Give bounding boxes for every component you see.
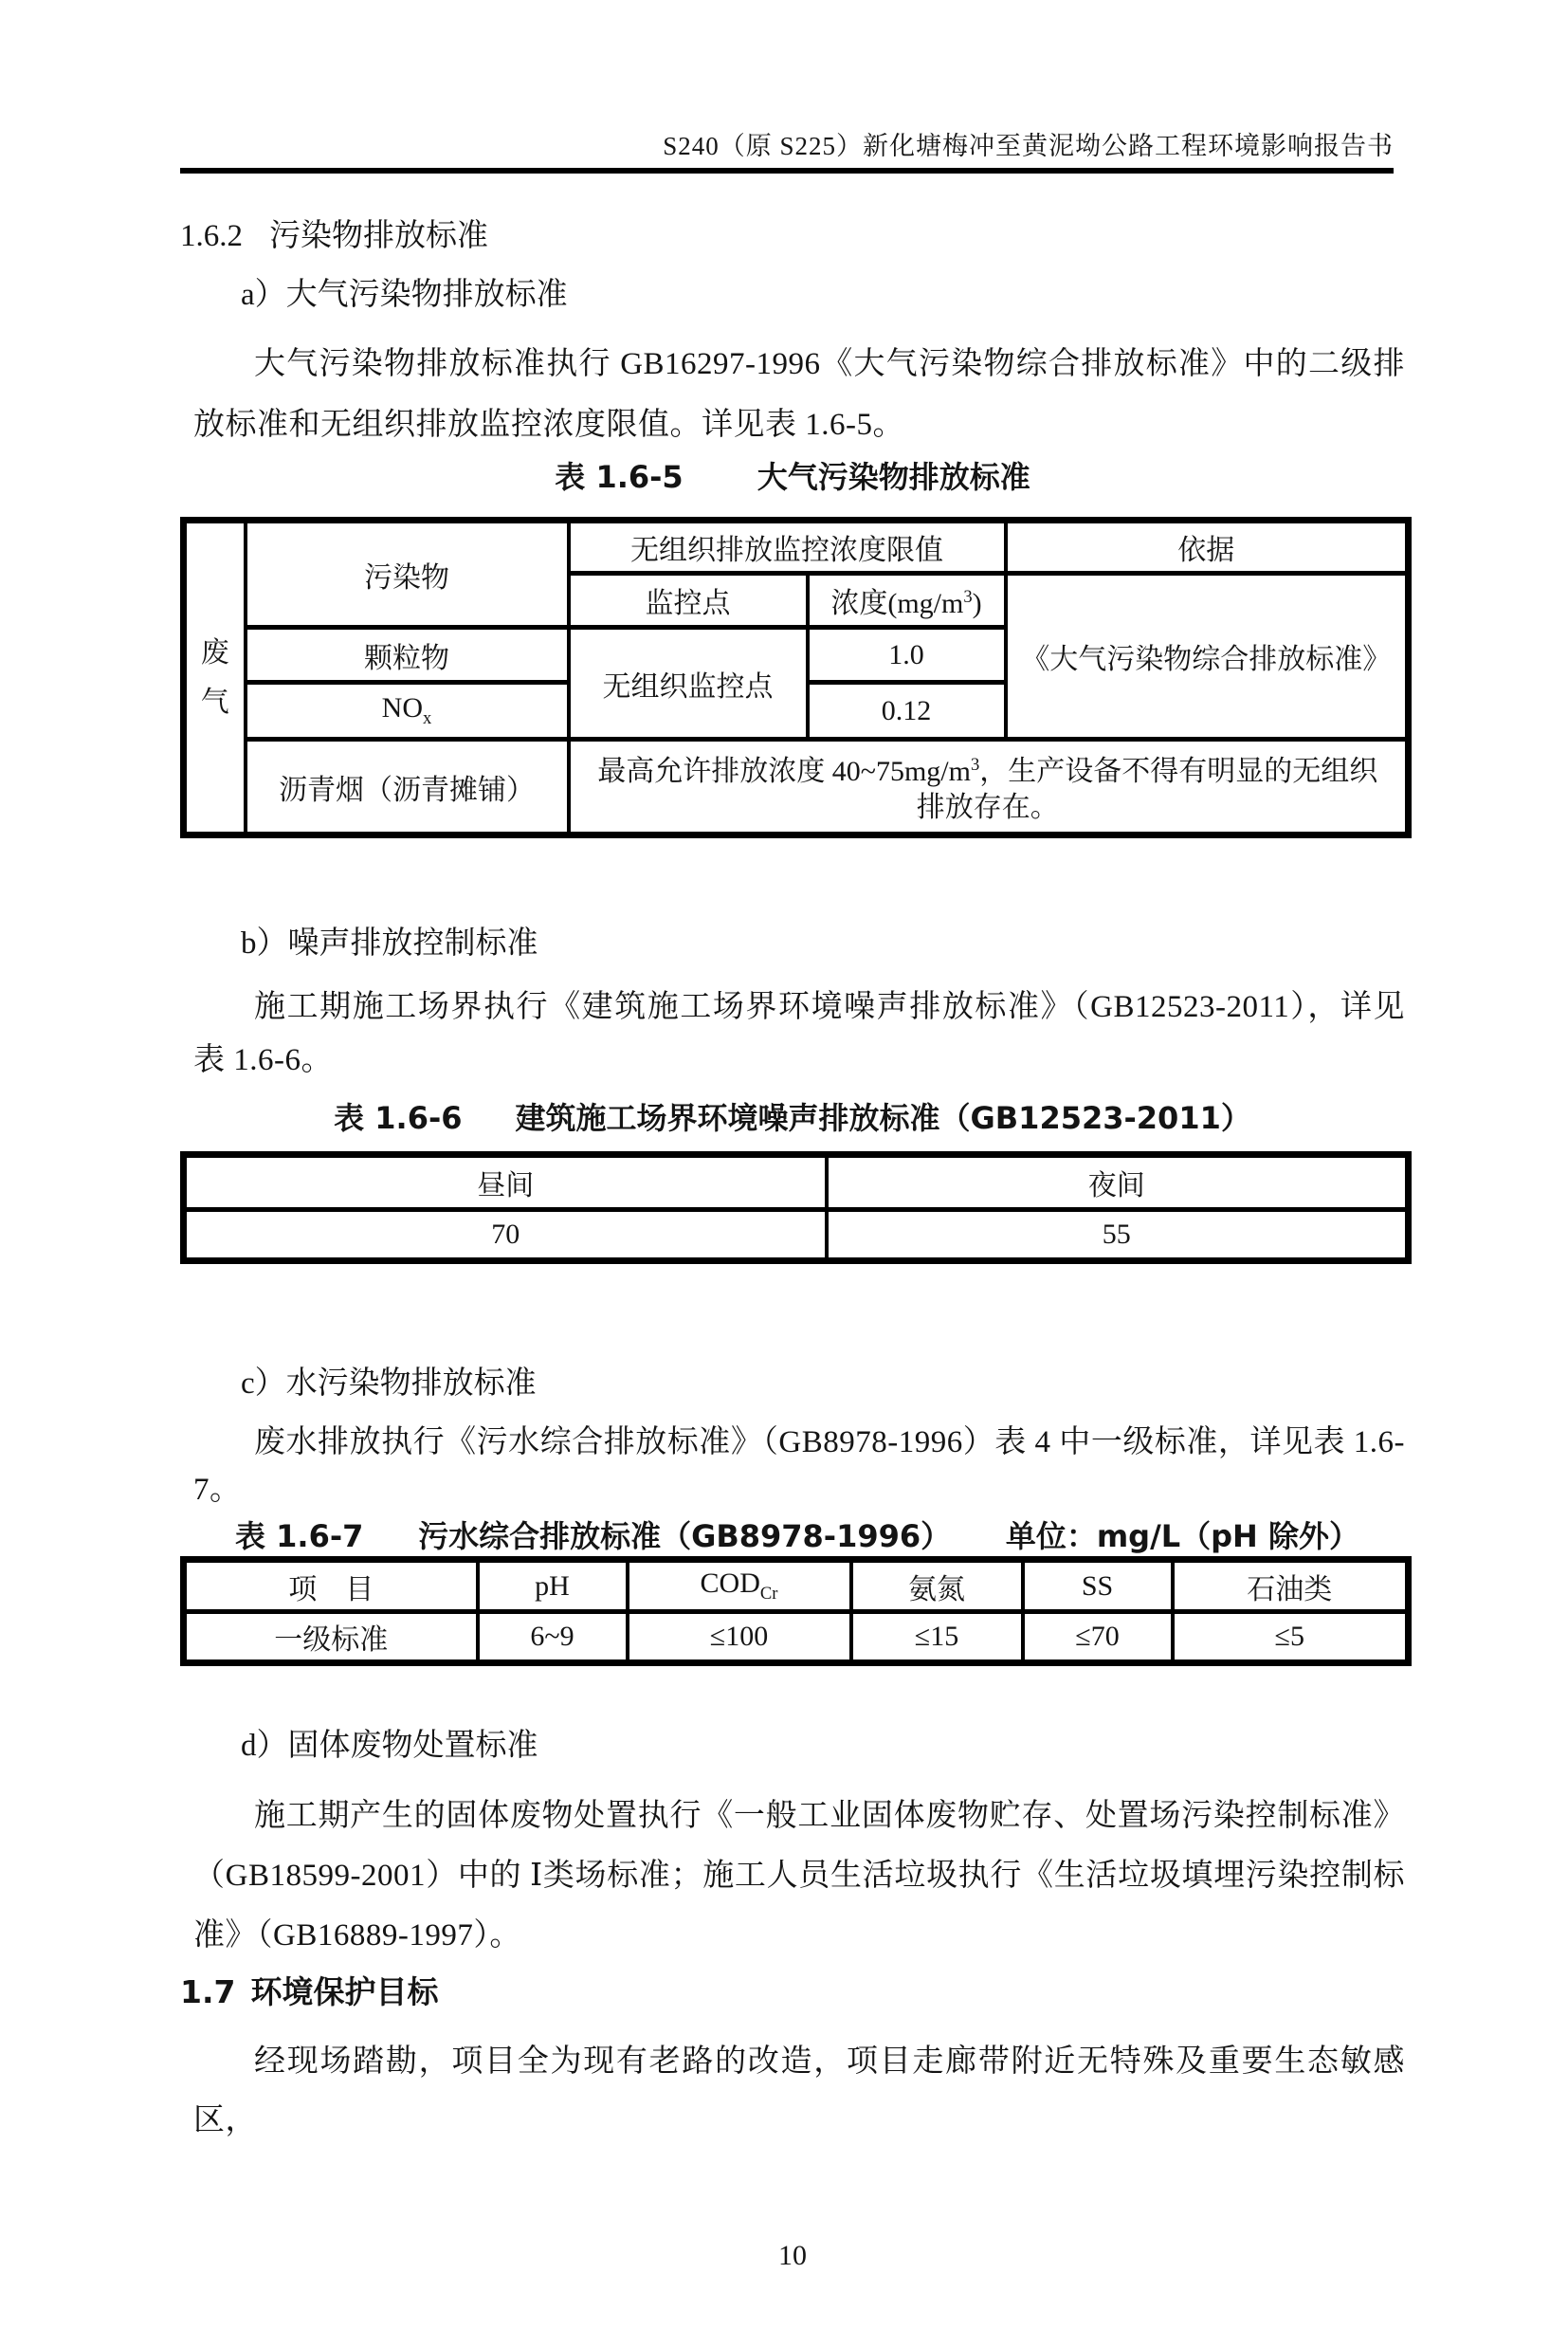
table-noise-limits bbox=[180, 1151, 1412, 1264]
table-row bbox=[184, 1612, 1409, 1663]
item-c-water-standard: c）水污染物排放标准 bbox=[241, 1366, 537, 1401]
cell-basis-header: 依据 bbox=[1006, 521, 1409, 574]
cell-daytime-header: 昼间 bbox=[184, 1155, 827, 1210]
subscript-x: x bbox=[423, 708, 432, 728]
table-1-6-6-caption bbox=[180, 1098, 1405, 1138]
superscript-3: 3 bbox=[963, 587, 973, 607]
cell-nox-value: 0.12 bbox=[808, 683, 1006, 740]
cell-cod-header: $COD_{Cr}$ bbox=[628, 1560, 851, 1612]
paragraph-protection-goal: 经现场踏勘，项目全为现有老路的改造，项目走廊带附近无特殊及重要生态敏感区， bbox=[193, 2044, 1405, 2137]
cell-oil-value: ≤5 bbox=[1173, 1612, 1409, 1663]
cell-monitor-point-header: 监控点 bbox=[569, 574, 808, 628]
subscript-cr: Cr bbox=[759, 1584, 778, 1604]
cell-waste-gas-group: 废气 bbox=[184, 521, 246, 835]
superscript-3: 3 bbox=[970, 755, 980, 775]
table-caption-number: 表 1.6-5 bbox=[555, 459, 684, 495]
cell-ss-value: ≤70 bbox=[1023, 1612, 1173, 1663]
running-header bbox=[180, 129, 1394, 163]
cell-ammonia-header: 氨氮 bbox=[851, 1560, 1023, 1612]
table-row bbox=[184, 1155, 1409, 1210]
heading-title: 污染物排放标准 bbox=[269, 219, 488, 253]
cell-particulate: 颗粒物 bbox=[246, 628, 569, 683]
cell-nox: $NO_x$ bbox=[246, 683, 569, 740]
heading-1-6-2 bbox=[180, 216, 1568, 256]
cell-grade1-label: 一级标准 bbox=[184, 1612, 478, 1663]
running-header-title: S240（原 S225）新化塘梅冲至黄泥坳公路工程环境影响报告书 bbox=[663, 132, 1394, 160]
cell-particulate-value: 1.0 bbox=[808, 628, 1006, 683]
table-wastewater-standards bbox=[180, 1556, 1412, 1666]
table-caption-number: 表 1.6-6 bbox=[334, 1100, 463, 1136]
item-d-solid-waste-standard: d）固体废物处置标准 bbox=[241, 1729, 538, 1763]
table-1-6-7-caption bbox=[180, 1516, 1405, 1556]
table-row bbox=[184, 740, 1409, 835]
paragraph-air-standard: 大气污染物排放标准执行 GB16297-1996《大气污染物综合排放标准》中的二级排放标准和无组织排放监控浓度限值。详见表 1.6-5。 bbox=[193, 347, 1405, 442]
table-caption-title: 大气污染物排放标准 bbox=[757, 459, 1030, 495]
heading-1-7 bbox=[180, 1971, 1568, 2013]
item-b-noise-standard: b）噪声排放控制标准 bbox=[241, 926, 538, 961]
cell-pollutant-header: 污染物 bbox=[246, 521, 569, 628]
cell-cod-value: ≤100 bbox=[628, 1612, 851, 1663]
table-caption-title: 污水综合排放标准（GB8978-1996） bbox=[418, 1518, 952, 1554]
heading-number: 1.7 bbox=[180, 1973, 236, 2010]
cell-ammonia-value: ≤15 bbox=[851, 1612, 1023, 1663]
cell-limit-header: 无组织排放监控浓度限值 bbox=[569, 521, 1006, 574]
cell-asphalt: 沥青烟（沥青摊铺） bbox=[246, 740, 569, 835]
cell-concentration-header: 浓度$(mg/m^3)$ bbox=[808, 574, 1006, 628]
paragraph-solid-waste-standard: 施工期产生的固体废物处置执行《一般工业固体废物贮存、处置场污染控制标准》（GB18599-2001）中的 Ⅰ类场标准；施工人员生活垃圾执行《生活垃圾填埋污染控制标准》（GB16889-1997）。 bbox=[193, 1799, 1405, 1953]
cell-ph-value: 6~9 bbox=[478, 1612, 628, 1663]
heading-number: 1.6.2 bbox=[180, 219, 243, 253]
cell-oil-header: 石油类 bbox=[1173, 1560, 1409, 1612]
table-row bbox=[184, 1560, 1409, 1612]
table-air-pollutant-standards bbox=[180, 517, 1412, 838]
table-row bbox=[184, 1210, 1409, 1261]
cell-nighttime-header: 夜间 bbox=[827, 1155, 1409, 1210]
cell-item-header: 项 目 bbox=[184, 1560, 478, 1612]
paragraph-water-standard: 废水排放执行《污水综合排放标准》（GB8978-1996）表 4 中一级标准，详见表 1.6-7。 bbox=[193, 1425, 1405, 1507]
cell-asphalt-note: 最高允许排放浓度 $40\sim 75mg/m^3$，生产设备不得有明显的无组织排放存在。 bbox=[569, 740, 1409, 835]
cell-ss-header: SS bbox=[1023, 1560, 1173, 1612]
header-rule bbox=[180, 168, 1394, 174]
item-a-air-standard: a）大气污染物排放标准 bbox=[241, 278, 568, 312]
heading-title: 环境保护目标 bbox=[250, 1973, 439, 2010]
cell-ph-header: pH bbox=[478, 1560, 628, 1612]
cell-monitor-point-value: 无组织监控点 bbox=[569, 628, 808, 740]
cell-basis-value: 《大气污染物综合排放标准》 bbox=[1006, 574, 1409, 740]
table-row bbox=[184, 521, 1409, 574]
cell-nighttime-value: 55 bbox=[827, 1210, 1409, 1261]
table-caption-title: 建筑施工场界环境噪声排放标准（GB12523-2011） bbox=[515, 1100, 1251, 1136]
document-page bbox=[0, 129, 1568, 2347]
table-caption-number: 表 1.6-7 bbox=[235, 1518, 364, 1554]
paragraph-noise-standard: 施工期施工场界执行《建筑施工场界环境噪声排放标准》（GB12523-2011），详见 表 1.6-6。 bbox=[193, 990, 1405, 1077]
table-1-6-5-caption bbox=[180, 457, 1405, 497]
page-number: 10 bbox=[778, 2240, 807, 2271]
table-caption-unit: 单位：mg/L（pH 除外） bbox=[1005, 1518, 1359, 1554]
cell-daytime-value: 70 bbox=[184, 1210, 827, 1261]
